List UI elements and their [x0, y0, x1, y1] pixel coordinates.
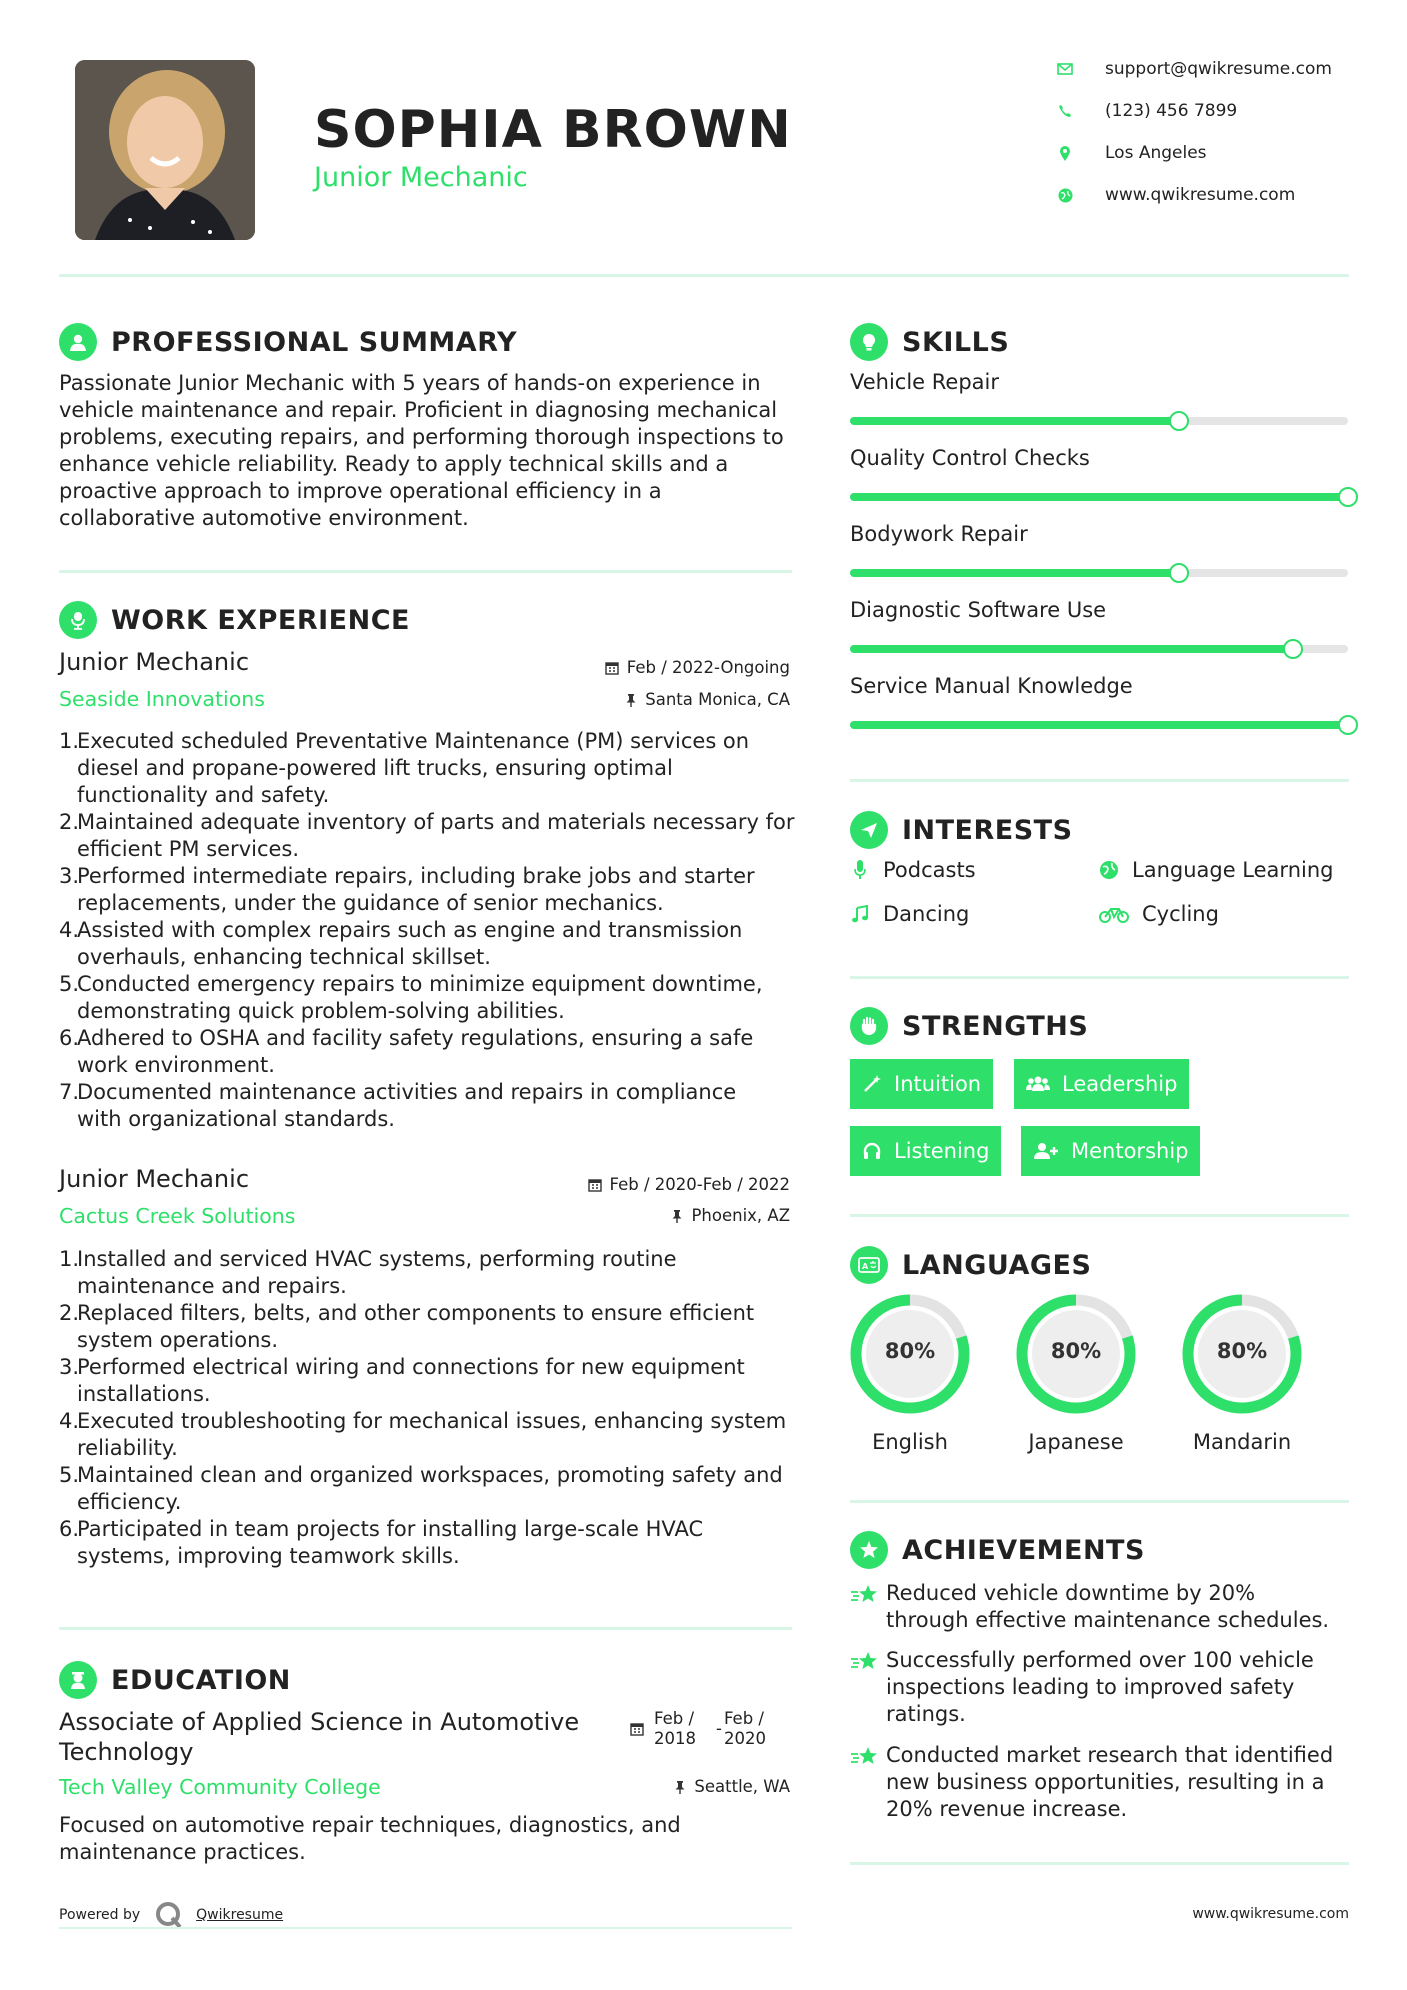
achievements-section-header: [850, 1530, 1145, 1570]
qwikresume-link[interactable]: Qwikresume: [196, 1907, 284, 1923]
job-2-date: Feb / 2020-Feb / 2022: [588, 1175, 790, 1194]
graduate-icon: [59, 1661, 97, 1699]
contact-email-text: support@qwikresume.com: [1105, 59, 1332, 79]
strengths-heading: STRENGTHS: [902, 1010, 1089, 1042]
interests-heading: INTERESTS: [902, 814, 1073, 846]
footer-powered-by: Powered by Qwikresume: [59, 1900, 283, 1930]
contact-location-text: Los Angeles: [1105, 143, 1207, 163]
pushpin-icon: [674, 1780, 686, 1794]
language-percent: 80%: [884, 1339, 936, 1363]
star-icon: [850, 1580, 886, 1634]
summary-text: Passionate Junior Mechanic with 5 years of hands-on experience in vehicle maintenance and repair. Proficient in diagnosing mechanical problems, executing repairs, and performing thorough inspections to enhance vehicle reliability. Ready to apply technical skills and a proactive approach to improve operational efficiency in a collaborative automotive environment.: [59, 371, 784, 530]
experience-section-header: [59, 600, 410, 640]
skill-level-knob: [1338, 487, 1358, 507]
skill-level-bar: [850, 493, 1348, 501]
star-icon: [850, 1742, 886, 1823]
job-1-date: Feb / 2022-Ongoing: [605, 658, 790, 677]
hand-icon: [850, 1007, 888, 1045]
language-percent: 80%: [1050, 1339, 1102, 1363]
skill-level-fill: [850, 417, 1179, 425]
calendar-icon: [630, 1722, 644, 1736]
star-badge-icon: [850, 1531, 888, 1569]
language-percent: 80%: [1216, 1339, 1268, 1363]
skill-level-bar: [850, 721, 1348, 729]
education-section-header: [59, 1660, 291, 1700]
skill-name: Bodywork Repair: [850, 522, 1028, 546]
pushpin-icon: [671, 1209, 683, 1223]
globe-icon: [1050, 188, 1080, 203]
skill-name: Diagnostic Software Use: [850, 598, 1107, 622]
strengths-section-header: [850, 1006, 1088, 1046]
contact-location: [1050, 138, 1207, 168]
language-name: Japanese: [1028, 1430, 1124, 1454]
interest-dancing: Dancing: [850, 902, 969, 926]
skills-section-header: [850, 322, 1009, 362]
experience-divider: [59, 1627, 792, 1630]
skill-name: Vehicle Repair: [850, 370, 1000, 394]
summary-divider: [59, 570, 792, 573]
magic-wand-icon: [862, 1074, 882, 1094]
skill-level-bar: [850, 417, 1348, 425]
contact-website-text: www.qwikresume.com: [1105, 185, 1296, 205]
user-plus-icon: [1033, 1141, 1059, 1161]
achievements-divider: [850, 1862, 1349, 1865]
skill-level-fill: [850, 721, 1348, 729]
calendar-icon: [605, 661, 619, 675]
calendar-icon: [588, 1178, 602, 1192]
footer-url[interactable]: www.qwikresume.com: [1192, 1906, 1349, 1922]
skill-name: Quality Control Checks: [850, 446, 1090, 470]
education-heading: EDUCATION: [111, 1664, 291, 1696]
languages-section-header: [850, 1245, 1091, 1285]
interest-cycling: Cycling: [1099, 902, 1219, 926]
contact-website[interactable]: [1050, 180, 1295, 210]
group-icon: [1026, 1074, 1050, 1094]
skill-level-knob: [1338, 715, 1358, 735]
language-name: Mandarin: [1192, 1430, 1292, 1454]
headphones-icon: [862, 1141, 882, 1161]
interest-language-learning: Language Learning: [1099, 858, 1333, 882]
candidate-title: Junior Mechanic: [314, 162, 528, 193]
skill-level-knob: [1169, 563, 1189, 583]
header-divider: [59, 274, 1349, 277]
skill-level-fill: [850, 645, 1293, 653]
achievements-heading: ACHIEVEMENTS: [902, 1534, 1145, 1566]
strength-intuition: Intuition: [850, 1059, 993, 1109]
job-2-duties: 1. Installed and serviced HVAC systems, performing routine maintenance and repairs. 2. Replaced filters, belts, and other components to ensure efficient system operations. 3. Performed electrical wiring and connections for new equipment installations. 4. Executed troubleshooting for mechanical issues, enhancing system reliability. 5. Maintained clean and organized workspaces, promoting safety and efficiency. 6. Participated in team projects for installing large-scale HVAC systems, improving teamwork skills.: [59, 1247, 787, 1568]
job-1-title: Junior Mechanic: [59, 648, 250, 676]
contact-email[interactable]: [1050, 54, 1332, 84]
achievement-item: Successfully performed over 100 vehicle inspections leading to improved safety ratings.: [850, 1647, 1314, 1728]
contact-phone-text: (123) 456 7899: [1105, 101, 1238, 121]
envelope-icon: [1050, 63, 1080, 75]
strength-mentorship: Mentorship: [1021, 1126, 1200, 1176]
globe-icon: [1099, 860, 1119, 880]
language-name: English: [872, 1430, 948, 1454]
job-2-title: Junior Mechanic: [59, 1165, 250, 1193]
briefcase-icon: [59, 601, 97, 639]
music-note-icon: [850, 905, 870, 923]
school-name[interactable]: Tech Valley Community College: [59, 1775, 381, 1799]
user-icon: [59, 323, 97, 361]
footer-divider-left: [59, 1927, 792, 1929]
summary-section-header: [59, 322, 517, 362]
job-2-location: Phoenix, AZ: [671, 1206, 790, 1225]
job-1-duties: 1. Executed scheduled Preventative Maintenance (PM) services on diesel and propane-powered lift trucks, ensuring optimal functionality and safety. 2. Maintained adequate inventory of parts and materials necessary for efficient PM services. 3. Performed intermediate repairs, including brake jobs and starter replacements, under the guidance of senior mechanics. 4. Assisted with complex repairs such as engine and transmission overhauls, enhancing technical skillset. 5. Conducted emergency repairs to minimize equipment downtime, demonstrating quick problem-solving abilities. 6. Adhered to OSHA and facility safety regulations, ensuring a safe work environment. 7. Documented maintenance activities and repairs in compliance with organizational standards.: [59, 729, 795, 1131]
strengths-divider: [850, 1214, 1349, 1217]
bicycle-icon: [1099, 905, 1129, 923]
strength-leadership: Leadership: [1014, 1059, 1189, 1109]
job-2-company[interactable]: Cactus Creek Solutions: [59, 1204, 296, 1228]
interests-section-header: [850, 810, 1073, 850]
languages-heading: LANGUAGES: [902, 1249, 1092, 1281]
svg-text:A: A: [862, 1262, 869, 1271]
interest-podcasts: Podcasts: [850, 858, 976, 882]
skills-divider: [850, 779, 1349, 782]
languages-divider: [850, 1500, 1349, 1503]
star-icon: [850, 1647, 886, 1728]
contact-phone[interactable]: [1050, 96, 1237, 126]
skills-heading: SKILLS: [902, 326, 1010, 358]
skill-level-knob: [1283, 639, 1303, 659]
skill-level-fill: [850, 493, 1348, 501]
skill-level-fill: [850, 569, 1179, 577]
skill-level-bar: [850, 645, 1348, 653]
paper-plane-icon: [850, 811, 888, 849]
skill-name: Service Manual Knowledge: [850, 674, 1133, 698]
qwikresume-logo-icon: [154, 1900, 184, 1930]
language-card-icon: [850, 1246, 888, 1284]
skill-level-bar: [850, 569, 1348, 577]
summary-heading: PROFESSIONAL SUMMARY: [111, 326, 518, 358]
job-1-location: Santa Monica, CA: [625, 690, 790, 709]
skill-level-knob: [1169, 411, 1189, 431]
map-pin-icon: [1050, 146, 1080, 161]
experience-heading: WORK EXPERIENCE: [111, 604, 410, 636]
profile-photo: [75, 60, 255, 240]
education-description: Focused on automotive repair techniques, diagnostics, and maintenance practices.: [59, 1813, 681, 1864]
job-1-company[interactable]: Seaside Innovations: [59, 687, 265, 711]
pushpin-icon: [625, 693, 637, 707]
candidate-name: SOPHIA BROWN: [314, 100, 792, 160]
achievement-item: Conducted market research that identified new business opportunities, resulting in a 20% revenue increase.: [850, 1742, 1333, 1823]
lightbulb-icon: [850, 323, 888, 361]
strength-listening: Listening: [850, 1126, 1001, 1176]
education-dates: Feb / 2018 - Feb / 2020: [630, 1709, 766, 1749]
education-location: Seattle, WA: [674, 1777, 790, 1796]
degree-title: Associate of Applied Science in Automotive Technology: [59, 1708, 580, 1766]
interests-divider: [850, 976, 1349, 979]
achievement-item: Reduced vehicle downtime by 20% through effective maintenance schedules.: [850, 1580, 1329, 1634]
microphone-icon: [850, 860, 870, 880]
phone-icon: [1050, 104, 1080, 118]
